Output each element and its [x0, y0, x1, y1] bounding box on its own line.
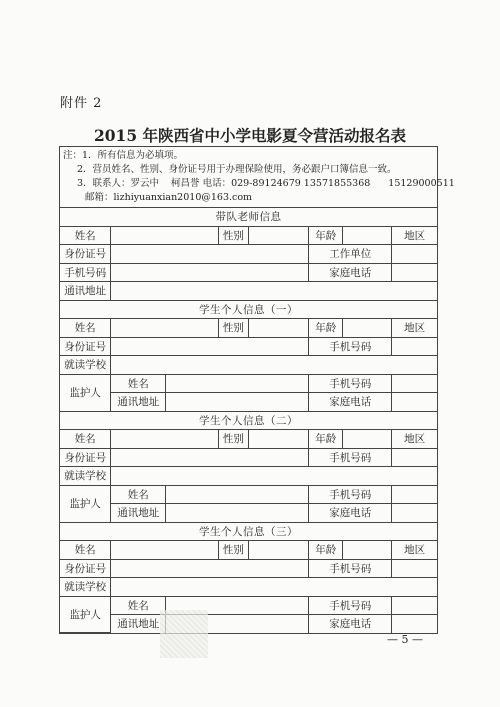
teacher-gender-field[interactable]	[248, 226, 308, 245]
label-gender: 性别	[218, 319, 248, 338]
teacher-row-phone	[60, 263, 437, 282]
label-guardian-mobile: 手机号码	[309, 485, 392, 504]
student-2-id-field[interactable]	[111, 448, 309, 467]
label-name: 姓名	[60, 541, 111, 560]
contact-person-2: 柯昌誉	[171, 178, 200, 189]
label-id-number: 身份证号	[60, 337, 111, 356]
student-3-name-field[interactable]	[111, 541, 218, 560]
label-region: 地区	[392, 430, 437, 449]
student-1-section-header: 学生个人信息（一）	[60, 300, 437, 319]
label-region: 地区	[392, 226, 437, 245]
label-id-number: 身份证号	[60, 559, 111, 578]
student-1-guardian-address-field[interactable]	[166, 393, 309, 412]
label-mobile: 手机号码	[60, 263, 111, 282]
student-1-gender-field[interactable]	[248, 319, 308, 338]
student-1-row-basic	[60, 319, 437, 338]
teacher-id-field[interactable]	[111, 245, 309, 264]
note-line-4: 邮箱：lizhiyuanxian2010@163.com	[85, 192, 253, 203]
note-line-2: 2．营员姓名、性别、身份证号用于办理保险使用，务必跟户口簿信息一致。	[77, 164, 397, 175]
label-address: 通讯地址	[60, 282, 111, 301]
student-1-row-id	[60, 337, 437, 356]
student-1-id-field[interactable]	[111, 337, 309, 356]
student-1-mobile-field[interactable]	[392, 337, 437, 356]
label-name: 姓名	[60, 430, 111, 449]
teacher-address-field[interactable]	[111, 282, 437, 301]
student-2-section-header: 学生个人信息（二）	[60, 411, 437, 430]
label-school: 就读学校	[60, 467, 111, 486]
student-2-guardian-row-1	[60, 485, 437, 504]
student-2-row-school	[60, 467, 437, 486]
label-region: 地区	[392, 541, 437, 560]
section-header-row	[60, 522, 437, 541]
note-line-3	[63, 177, 455, 191]
teacher-section-header: 带队老师信息	[60, 208, 437, 226]
label-gender: 性别	[218, 226, 248, 245]
student-2-guardian-name-field[interactable]	[166, 485, 309, 504]
student-1-guardian-mobile-field[interactable]	[392, 374, 437, 393]
student-3-school-field[interactable]	[111, 578, 437, 597]
notes-block	[60, 147, 455, 208]
student-2-age-field[interactable]	[343, 430, 392, 449]
contact-phones: 电话：029-89124679 13571855368	[202, 178, 371, 189]
teacher-age-field[interactable]	[343, 226, 392, 245]
label-name: 姓名	[60, 319, 111, 338]
student-3-row-basic	[60, 541, 437, 560]
label-guardian-address: 通讯地址	[111, 504, 166, 523]
label-school: 就读学校	[60, 578, 111, 597]
label-guardian-home-phone: 家庭电话	[309, 393, 392, 412]
student-1-guardian-home-phone-field[interactable]	[392, 393, 437, 412]
section-header-row	[60, 300, 437, 319]
student-1-guardian-row-2	[60, 393, 437, 412]
student-3-row-school	[60, 578, 437, 597]
label-guardian-address: 通讯地址	[111, 615, 166, 633]
student-3-guardian-row-1	[60, 596, 437, 615]
student-3-guardian-mobile-field[interactable]	[392, 596, 437, 615]
form-table	[60, 208, 437, 633]
student-3-section-header: 学生个人信息（三）	[60, 522, 437, 541]
teacher-row-id	[60, 245, 437, 264]
student-2-guardian-mobile-field[interactable]	[392, 485, 437, 504]
student-2-row-id	[60, 448, 437, 467]
section-header-row	[60, 208, 437, 226]
label-guardian-name: 姓名	[111, 485, 166, 504]
teacher-mobile-field[interactable]	[111, 263, 309, 282]
note-line-1: 注：1．所有信息为必填项。	[63, 150, 184, 161]
teacher-work-unit-field[interactable]	[392, 245, 437, 264]
label-name: 姓名	[60, 226, 111, 245]
student-2-mobile-field[interactable]	[392, 448, 437, 467]
label-guardian: 监护人	[60, 485, 111, 522]
teacher-row-basic	[60, 226, 437, 245]
label-mobile: 手机号码	[309, 337, 392, 356]
student-1-school-field[interactable]	[111, 356, 437, 375]
student-3-row-id	[60, 559, 437, 578]
label-age: 年龄	[309, 541, 343, 560]
label-age: 年龄	[309, 430, 343, 449]
label-mobile: 手机号码	[309, 448, 392, 467]
teacher-name-field[interactable]	[111, 226, 218, 245]
attachment-label: 附件 2	[60, 96, 103, 111]
label-work-unit: 工作单位	[309, 245, 392, 264]
label-guardian: 监护人	[60, 374, 111, 411]
student-2-name-field[interactable]	[111, 430, 218, 449]
label-home-phone: 家庭电话	[309, 263, 392, 282]
contact-phone-3: 15129000511	[388, 178, 455, 189]
student-1-guardian-name-field[interactable]	[166, 374, 309, 393]
student-2-school-field[interactable]	[111, 467, 437, 486]
student-2-guardian-address-field[interactable]	[166, 504, 309, 523]
student-2-guardian-home-phone-field[interactable]	[392, 504, 437, 523]
student-1-guardian-row-1	[60, 374, 437, 393]
label-mobile: 手机号码	[309, 559, 392, 578]
student-1-age-field[interactable]	[343, 319, 392, 338]
label-guardian-name: 姓名	[111, 374, 166, 393]
label-gender: 性别	[218, 430, 248, 449]
student-1-name-field[interactable]	[111, 319, 218, 338]
form-title: 2015 年陕西省中小学电影夏令营活动报名表	[93, 126, 407, 145]
student-3-age-field[interactable]	[343, 541, 392, 560]
label-gender: 性别	[218, 541, 248, 560]
label-id-number: 身份证号	[60, 448, 111, 467]
label-school: 就读学校	[60, 356, 111, 375]
faded-stamp-mark	[160, 610, 208, 658]
label-region: 地区	[392, 319, 437, 338]
student-1-row-school	[60, 356, 437, 375]
label-guardian: 监护人	[60, 596, 111, 633]
label-age: 年龄	[309, 319, 343, 338]
teacher-row-address	[60, 282, 437, 301]
label-guardian-address: 通讯地址	[111, 393, 166, 412]
student-3-mobile-field[interactable]	[392, 559, 437, 578]
label-age: 年龄	[309, 226, 343, 245]
student-3-guardian-row-2	[60, 615, 437, 633]
teacher-home-phone-field[interactable]	[392, 263, 437, 282]
label-guardian-home-phone: 家庭电话	[309, 504, 392, 523]
student-2-row-basic	[60, 430, 437, 449]
page-number: — 5 —	[387, 633, 423, 646]
label-guardian-mobile: 手机号码	[309, 596, 392, 615]
label-id-number: 身份证号	[60, 245, 111, 264]
label-guardian-home-phone: 家庭电话	[309, 615, 392, 633]
section-header-row	[60, 411, 437, 430]
label-guardian-mobile: 手机号码	[309, 374, 392, 393]
registration-form	[59, 146, 455, 634]
student-2-gender-field[interactable]	[248, 430, 308, 449]
student-3-gender-field[interactable]	[248, 541, 308, 560]
student-3-id-field[interactable]	[111, 559, 309, 578]
label-guardian-name: 姓名	[111, 596, 166, 615]
student-2-guardian-row-2	[60, 504, 437, 523]
student-3-guardian-home-phone-field[interactable]	[392, 615, 437, 633]
contact-persons: 3．联系人：罗云中	[77, 178, 160, 189]
